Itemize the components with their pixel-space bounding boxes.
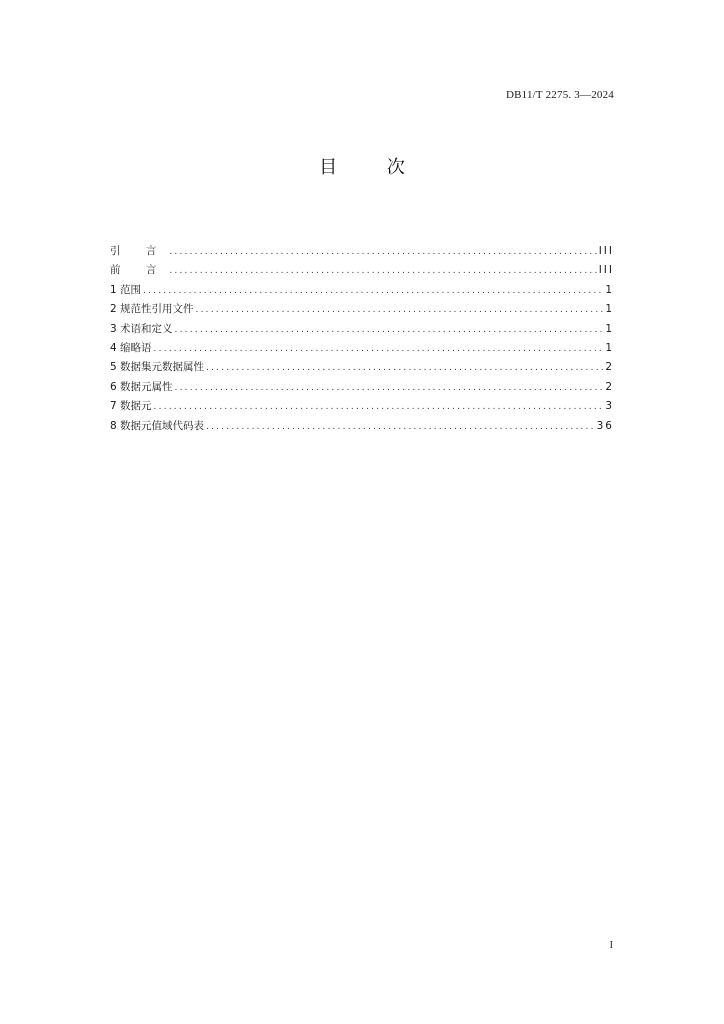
toc-entry-terms-definitions[interactable] (110, 320, 614, 339)
toc-entry-label: 8 数据元值域代码表 (110, 419, 205, 432)
toc-dot-leader (175, 379, 604, 398)
page-number: I (609, 940, 613, 951)
document-code: DB11/T 2275. 3—2024 (506, 89, 614, 101)
toc-entry-introduction[interactable] (110, 242, 614, 261)
toc-dot-leader (169, 262, 596, 281)
toc-entry-label: 6 数据元属性 (110, 380, 173, 393)
toc-dot-leader (154, 340, 604, 359)
toc-entry-label: 引 言 (110, 245, 168, 257)
toc-entry-data-element-attributes[interactable] (110, 378, 614, 397)
toc-entry-page: 1 (605, 283, 614, 296)
toc-entry-data-elements[interactable] (110, 397, 614, 416)
toc-entry-label: 3 术语和定义 (110, 322, 173, 335)
toc-entry-page: 2 (605, 380, 614, 393)
toc-entry-label: 前 言 (110, 264, 168, 277)
toc-dot-leader (175, 321, 604, 340)
toc-entry-page: 36 (596, 419, 614, 432)
toc-entry-label: 4 缩略语 (110, 341, 152, 354)
toc-dot-leader (206, 359, 603, 378)
toc-entry-value-domain-code-tables[interactable] (110, 417, 614, 436)
toc-entry-page: 1 (605, 341, 614, 354)
toc-entry-abbreviations[interactable] (110, 339, 614, 358)
toc-dot-leader (206, 418, 595, 437)
toc-dot-leader (154, 398, 604, 417)
toc-entry-dataset-metadata-attributes[interactable] (110, 358, 614, 377)
toc-entry-page: III (598, 245, 614, 257)
toc-entry-label: 2 规范性引用文件 (110, 303, 194, 316)
toc-entry-page: 1 (605, 303, 614, 316)
page-title: 目 次 (319, 157, 427, 178)
toc-dot-leader (143, 282, 603, 301)
toc-entry-page: III (598, 264, 614, 277)
toc-entry-foreword[interactable] (110, 261, 614, 280)
table-of-contents (110, 242, 614, 436)
toc-entry-page: 3 (605, 400, 614, 413)
toc-entry-label: 7 数据元 (110, 400, 152, 413)
toc-entry-normative-references[interactable] (110, 300, 614, 319)
toc-dot-leader (196, 301, 604, 320)
toc-entry-label: 5 数据集元数据属性 (110, 361, 205, 374)
toc-dot-leader (169, 243, 596, 262)
toc-entry-label: 1 范围 (110, 283, 142, 296)
toc-entry-page: 1 (605, 322, 614, 335)
toc-entry-page: 2 (605, 361, 614, 374)
toc-entry-scope[interactable] (110, 281, 614, 300)
